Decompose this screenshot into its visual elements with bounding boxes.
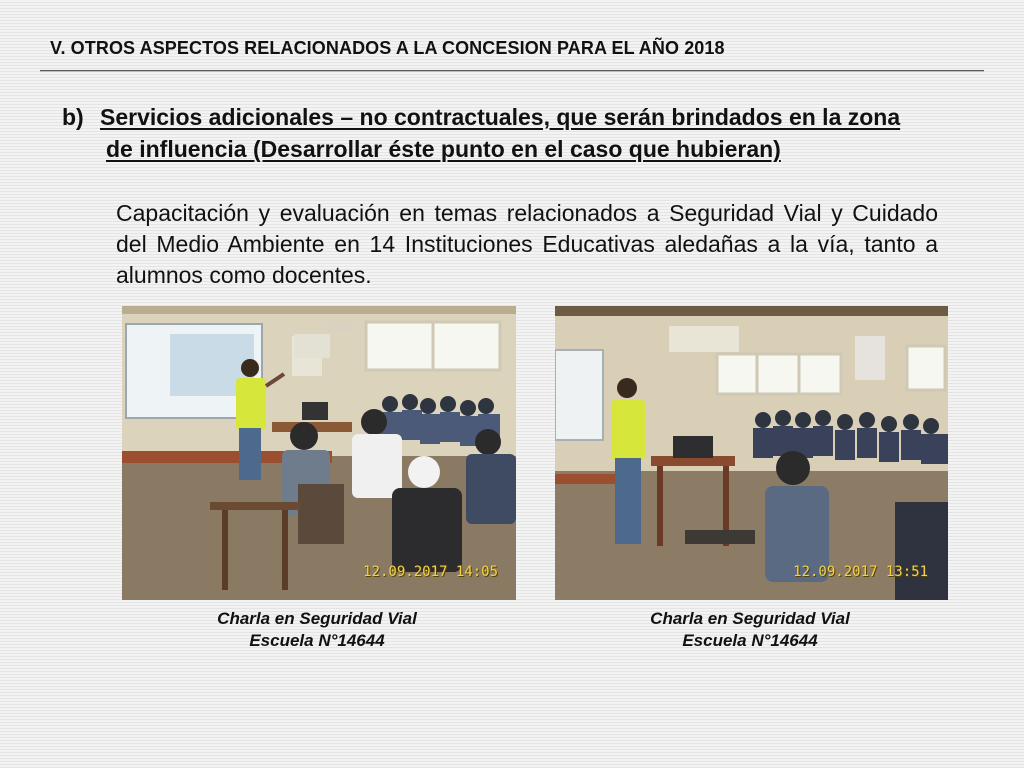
photo-caption-right: [553, 608, 947, 652]
caption-line-1: Charla en Seguridad Vial: [650, 609, 850, 628]
caption-line-2: Escuela N°14644: [249, 631, 385, 650]
header-divider: [40, 70, 984, 72]
subheading-line-2: de influencia (Desarrollar éste punto en el caso que hubieran): [106, 136, 781, 162]
subheading: [62, 101, 997, 165]
classroom-photo-right: [555, 306, 948, 600]
classroom-scene-left: [122, 306, 516, 600]
body-paragraph: Capacitación y evaluación en temas relacionados a Seguridad Vial y Cuidado del Medio Ambiente en 14 Instituciones Educativas aledañas a la vía, tanto a alumnos como docentes.: [116, 200, 938, 288]
list-marker: b): [62, 104, 84, 130]
photo-caption-left: [120, 608, 514, 652]
classroom-scene-right: [555, 306, 948, 600]
section-title: V. OTROS ASPECTOS RELACIONADOS A LA CONCESION PARA EL AÑO 2018: [50, 38, 725, 58]
photo-timestamp: 12.09.2017 13:51: [793, 564, 928, 580]
caption-line-1: Charla en Seguridad Vial: [217, 609, 417, 628]
subheading-line-1: Servicios adicionales – no contractuales, que serán brindados en la zona: [100, 104, 901, 130]
caption-line-2: Escuela N°14644: [682, 631, 818, 650]
photo-timestamp: 12.09.2017 14:05: [363, 564, 498, 580]
classroom-photo-left: [122, 306, 516, 600]
